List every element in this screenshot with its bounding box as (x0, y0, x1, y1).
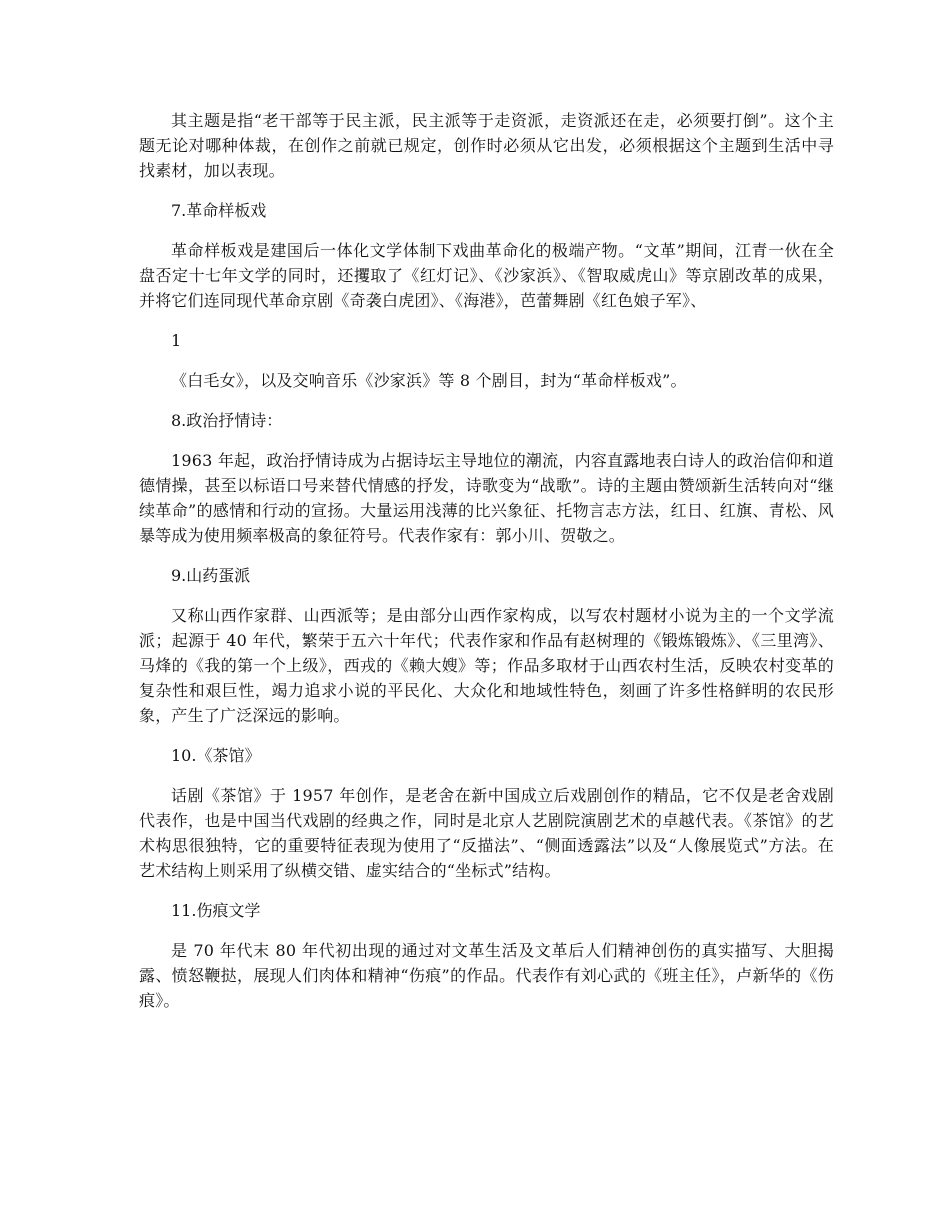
heading-7: 7.革命样板戏 (171, 201, 267, 220)
heading-9: 9.山药蛋派 (171, 566, 251, 585)
paragraph-11: 是 70 年代末 80 年代初出现的通过对文革生活及文革后人们精神创伤的真实描写、大胆揭露、愤怒鞭挞，展现人们肉体和精神“伤痕”的作品。代表作有刘心武的《班主任》，卢新华的《伤痕》。 (139, 941, 834, 1010)
paragraph-7: 革命样板戏是建国后一体化文学体制下戏曲革命化的极端产物。“文革”期间，江青一伙在全盘否定十七年文学的同时，还攫取了《红灯记》、《沙家浜》、《智取威虎山》等京剧改革的成果，并将它们连同现代革命京剧《奇袭白虎团》、《海港》，芭蕾舞剧《红色娘子军》、 (139, 241, 834, 310)
heading-10: 10.《茶馆》 (171, 746, 261, 765)
paragraph-10: 话剧《茶馆》于 1957 年创作，是老舍在新中国成立后戏剧创作的精品，它不仅是老舍戏剧代表作，也是中国当代戏剧的经典之作，同时是北京人艺剧院演剧艺术的卓越代表。《茶馆》的艺术构思很独特，它的重要特征表现为使用了“反描法”、“侧面透露法”以及“人像展览式”方法。在艺术结构上则采用了纵横交错、虚实结合的“坐标式”结构。 (139, 786, 834, 880)
document-page (139, 108, 834, 1013)
page-number: 1 (171, 331, 182, 350)
paragraph-8: 1963 年起，政治抒情诗成为占据诗坛主导地位的潮流，内容直露地表白诗人的政治信仰和道德情操，甚至以标语口号来替代情感的抒发，诗歌变为“战歌”。诗的主题由赞颂新生活转向对“继续革命”的感情和行动的宣扬。大量运用浅薄的比兴象征、托物言志方法，红日、红旗、青松、风暴等成为使用频率极高的象征符号。代表作家有：郭小川、贺敬之。 (139, 451, 834, 545)
heading-11: 11.伤痕文学 (171, 901, 261, 920)
paragraph-7-continued: 《白毛女》，以及交响音乐《沙家浜》等 8 个剧目，封为“革命样板戏”。 (171, 371, 687, 390)
paragraph-9: 又称山西作家群、山西派等；是由部分山西作家构成，以写农村题材小说为主的一个文学流派；起源于 40 年代，繁荣于五六十年代；代表作家和作品有赵树理的《锻炼锻炼》、《三里湾》、马烽的《我的第一个上级》，西戎的《赖大嫂》等；作品多取材于山西农村生活，反映农村变革的复杂性和艰巨性，竭力追求小说的平民化、大众化和地域性特色，刻画了许多性格鲜明的农民形象，产生了广泛深远的影响。 (139, 606, 834, 725)
heading-8: 8.政治抒情诗： (171, 411, 283, 430)
paragraph-theme: 其主题是指“老干部等于民主派，民主派等于走资派，走资派还在走，必须要打倒”。这个主题无论对哪种体裁，在创作之前就已规定，创作时必须从它出发，必须根据这个主题到生活中寻找素材，加以表现。 (139, 111, 834, 180)
